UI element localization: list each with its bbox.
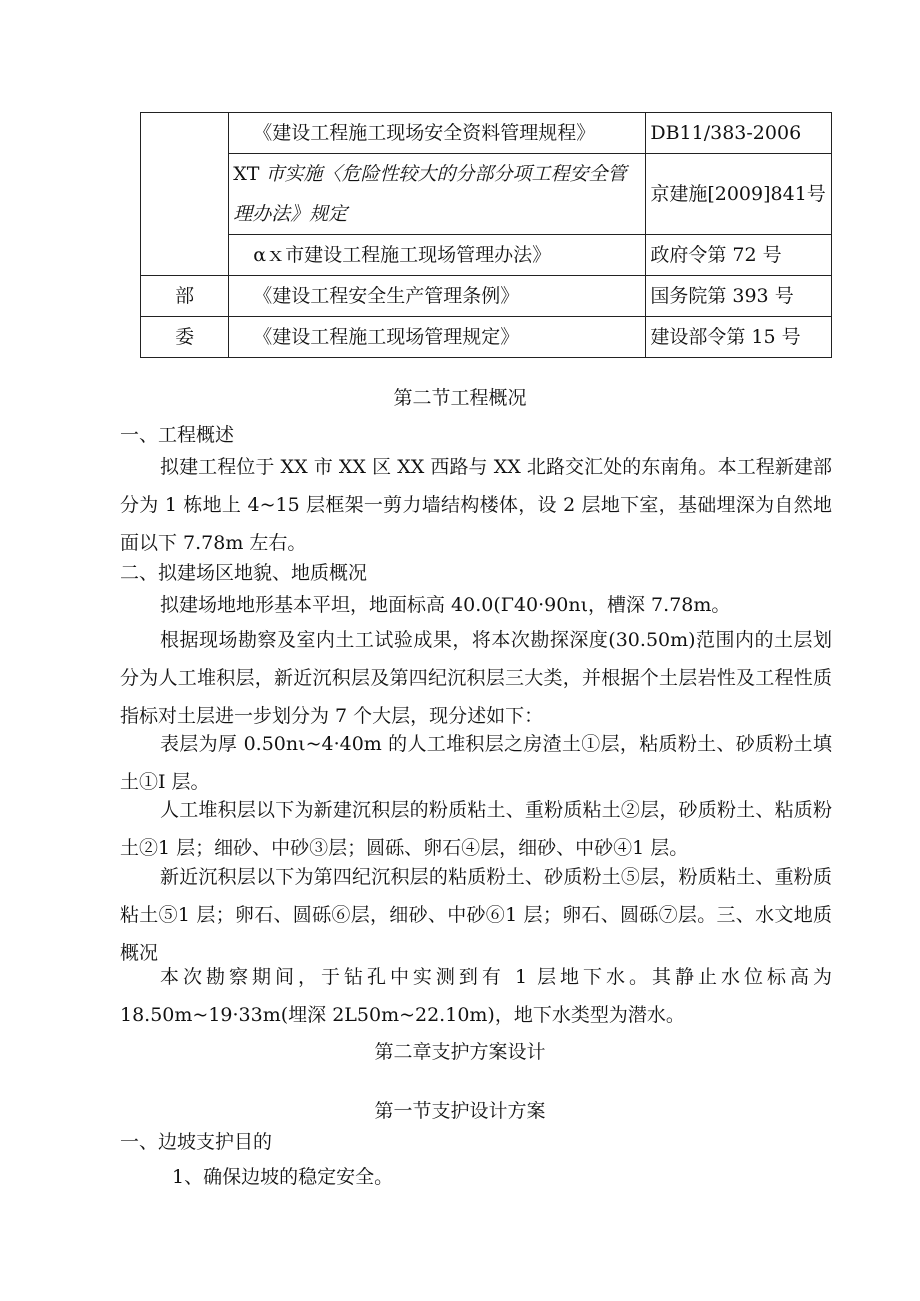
table-cell-title: 《建设工程安全生产管理条例》 (229, 276, 646, 317)
table-cell-title: 《建设工程施工现场管理规定》 (229, 317, 646, 358)
table-cell-title (229, 154, 646, 235)
section-heading: 第二节工程概况 (393, 387, 527, 409)
table-cell-category: 委 (141, 317, 229, 358)
table-row (141, 317, 832, 358)
paragraph: 新近沉积层以下为第四纪沉积层的粘质粉土、砂质粉土⑤层，粉质粘土、重粉质粘土⑤1 层；卵石、圆砾⑥层，细砂、中砂⑥1 层；卵石、圆砾⑦层。三、水文地质概况 (120, 866, 832, 964)
table-cell-category (141, 113, 229, 276)
subsection-heading: 一、边坡支护目的 (120, 1131, 273, 1153)
list-item: 1、确保边坡的稳定安全。 (172, 1166, 394, 1188)
table-cell-title: 《建设工程施工现场安全资料管理规程》 (229, 113, 646, 154)
chapter-heading: 第二章支护方案设计 (374, 1041, 546, 1063)
table-cell-title: αｘ市建设工程施工现场管理办法》 (229, 235, 646, 276)
section-heading: 第一节支护设计方案 (374, 1100, 546, 1122)
regulation-table (140, 112, 832, 358)
table-cell-code: 建设部令第 15 号 (646, 317, 832, 358)
paragraph: 表层为厚 0.50nι~4·40m 的人工堆积层之房渣土①层，粘质粉土、砂质粉土填土①I 层。 (120, 733, 832, 793)
table-cell-code: 京建施[2009]841号 (646, 154, 832, 235)
paragraph: 拟建工程位于 XX 市 XX 区 XX 西路与 XX 北路交汇处的东南角。本工程新建部分为 1 栋地上 4~15 层框架一剪力墙结构楼体，设 2 层地下室，基础埋深为自然地面以下 7.78m 左右。 (120, 456, 832, 554)
title-italic: 市实施〈危险性较大的分部分项工程安全管理办法》规定 (233, 163, 627, 225)
table-cell-code: DB11/383-2006 (646, 113, 832, 154)
table-cell-code: 国务院第 393 号 (646, 276, 832, 317)
table-cell-code: 政府令第 72 号 (646, 235, 832, 276)
table-cell-category: 部 (141, 276, 229, 317)
paragraph: 拟建场地地形基本平坦，地面标高 40.0(Γ40·90nι，槽深 7.78m。 (160, 594, 731, 616)
paragraph: 人工堆积层以下为新建沉积层的粉质粘土、重粉质粘土②层，砂质粉土、粘质粉土②1 层；细砂、中砂③层；圆砾、卵石④层，细砂、中砂④1 层。 (120, 799, 832, 859)
subsection-heading: 二、拟建场区地貌、地质概况 (120, 562, 368, 584)
table-row (141, 235, 832, 276)
paragraph: 本次勘察期间，于钻孔中实测到有 1 层地下水。其静止水位标高为18.50m~19·33m(埋深 2L50m~22.10m)，地下水类型为潜水。 (120, 966, 832, 1026)
table-row (141, 154, 832, 235)
table-row (141, 276, 832, 317)
title-prefix: XT (233, 163, 260, 185)
table-row (141, 113, 832, 154)
subsection-heading: 一、工程概述 (120, 424, 235, 446)
paragraph: 根据现场勘察及室内土工试验成果，将本次勘探深度(30.50m)范围内的土层划分为人工堆积层，新近沉积层及第四纪沉积层三大类，并根据个土层岩性及工程性质指标对土层进一步划分为 7 个大层，现分述如下： (120, 629, 832, 727)
